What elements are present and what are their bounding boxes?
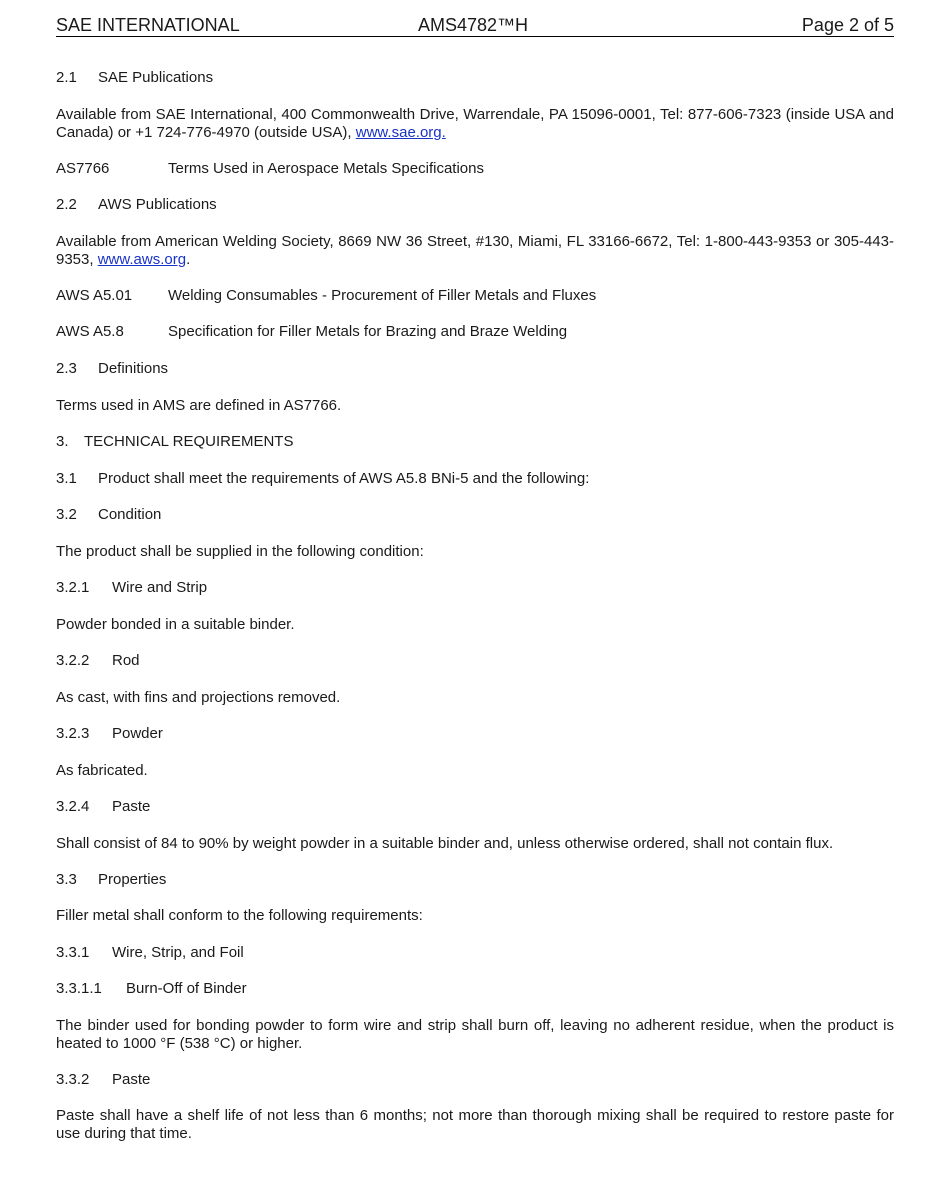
section-number: 3.2 <box>56 506 77 523</box>
reference-as7766 <box>56 160 894 178</box>
section-title: SAE Publications <box>98 69 214 86</box>
aws-availability-paragraph <box>56 233 894 269</box>
section-title: Rod <box>112 652 140 669</box>
reference-title: Welding Consumables - Procurement of Filler Metals and Fluxes <box>168 287 597 304</box>
paragraph-text: Available from SAE International, 400 Commonwealth Drive, Warrendale, PA 15096-0001, Tel: 877-606-7323 (inside USA and Canada) or +1 724-776-4970 (outside USA), <box>56 106 894 141</box>
section-title: Powder <box>112 725 163 742</box>
paste-composition-paragraph: Shall consist of 84 to 90% by weight powder in a suitable binder and, unless otherwise ordered, shall not contain flux. <box>56 835 834 852</box>
section-number: 2.1 <box>56 69 77 86</box>
section-title: Paste <box>112 798 151 815</box>
section-3-3-heading <box>56 871 894 889</box>
section-number: 3.3.1 <box>56 944 90 961</box>
section-3-3-1-heading <box>56 944 894 962</box>
section-3-2-3-heading <box>56 725 894 743</box>
section-3-2-4-heading <box>56 798 894 816</box>
section-title: TECHNICAL REQUIREMENTS <box>84 433 294 450</box>
reference-code: AWS A5.01 <box>56 287 133 304</box>
reference-aws-a5-8 <box>56 323 894 341</box>
sae-availability-paragraph <box>56 106 894 142</box>
section-3-heading <box>56 433 894 451</box>
section-2-1-heading <box>56 69 894 87</box>
section-number: 3.2.4 <box>56 798 90 815</box>
section-3-2-heading <box>56 506 894 524</box>
sae-website-link[interactable]: www.sae.org. <box>355 124 446 141</box>
section-3-2-1-heading <box>56 579 894 597</box>
section-number: 3.1 <box>56 470 77 487</box>
paragraph-text: Available from American Welding Society, 8669 NW 36 Street, #130, Miami, FL 33166-6672, Tel: 1-800-443-9353 or 305-443-9353, <box>56 233 894 268</box>
burn-off-paragraph: The binder used for bonding powder to form wire and strip shall burn off, leaving no adherent residue, when the product is heated to 1000 °F (538 °C) or higher. <box>56 1017 894 1052</box>
wire-strip-paragraph: Powder bonded in a suitable binder. <box>56 616 295 633</box>
section-number: 3.3.1.1 <box>56 980 102 997</box>
section-number: 3.3.2 <box>56 1071 90 1088</box>
section-2-2-heading <box>56 196 894 214</box>
powder-paragraph: As fabricated. <box>56 762 148 779</box>
section-title: Product shall meet the requirements of AWS A5.8 BNi-5 and the following: <box>98 470 590 487</box>
section-title: Wire, Strip, and Foil <box>112 944 244 961</box>
section-2-3-heading <box>56 360 894 378</box>
properties-paragraph: Filler metal shall conform to the following requirements: <box>56 907 423 924</box>
section-title: Condition <box>98 506 162 523</box>
section-number: 3.3 <box>56 871 77 888</box>
condition-paragraph: The product shall be supplied in the following condition: <box>56 543 424 560</box>
section-3-3-1-1-heading <box>56 980 894 998</box>
reference-code: AS7766 <box>56 160 110 177</box>
shelf-life-paragraph: Paste shall have a shelf life of not less than 6 months; not more than thorough mixing shall be required to restore paste for use during that time. <box>56 1107 894 1142</box>
rod-paragraph: As cast, with fins and projections removed. <box>56 689 341 706</box>
header-organization: SAE INTERNATIONAL <box>56 15 240 35</box>
reference-title: Specification for Filler Metals for Brazing and Braze Welding <box>168 323 568 340</box>
page-header <box>56 14 894 37</box>
aws-website-link[interactable]: www.aws.org <box>97 251 187 268</box>
section-number: 3.2.1 <box>56 579 90 596</box>
section-title: Wire and Strip <box>112 579 208 596</box>
section-title: Paste <box>112 1071 151 1088</box>
paragraph-tail: . <box>186 251 191 268</box>
section-title: AWS Publications <box>98 196 217 213</box>
section-number: 2.3 <box>56 360 77 377</box>
section-title: Burn-Off of Binder <box>126 980 247 997</box>
section-3-3-2-heading <box>56 1071 894 1089</box>
section-number: 3.2.3 <box>56 725 90 742</box>
section-3-1-heading <box>56 470 894 488</box>
section-3-2-2-heading <box>56 652 894 670</box>
reference-aws-a5-01 <box>56 287 894 305</box>
header-page-number: Page 2 of 5 <box>801 15 894 35</box>
definitions-paragraph: Terms used in AMS are defined in AS7766. <box>56 397 342 414</box>
section-number: 2.2 <box>56 196 77 213</box>
header-document-number: AMS4782™H <box>418 15 529 35</box>
section-number: 3. <box>56 433 69 450</box>
section-title: Definitions <box>98 360 169 377</box>
section-title: Properties <box>98 871 167 888</box>
reference-code: AWS A5.8 <box>56 323 124 340</box>
reference-title: Terms Used in Aerospace Metals Specifications <box>168 160 484 177</box>
section-number: 3.2.2 <box>56 652 90 669</box>
